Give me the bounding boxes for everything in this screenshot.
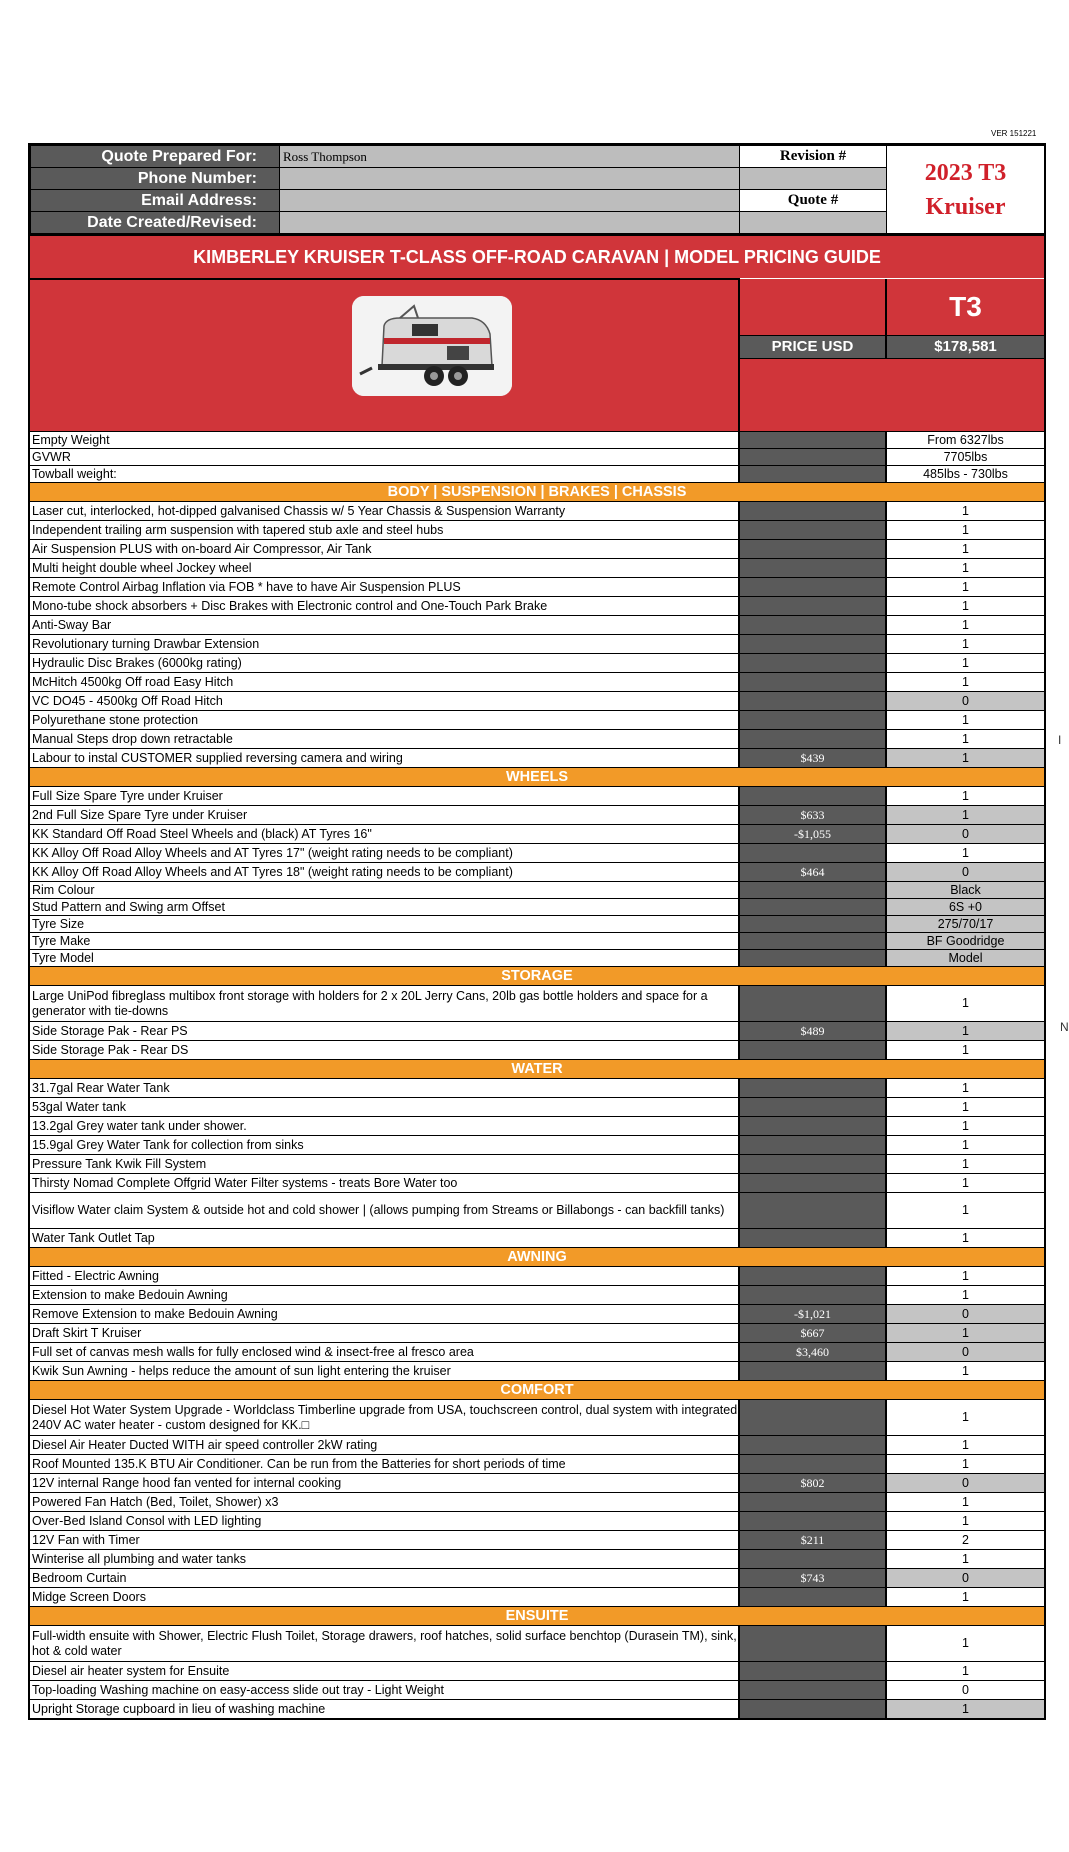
item-price [739,578,886,597]
table-row [30,1174,1044,1193]
table-row [30,1117,1044,1136]
item-price: $464 [739,863,886,882]
item-description: Large UniPod fibreglass multibox front storage with holders for 2 x 20L Jerry Cans, 20lb gas bottle holders and space for a generator with tie-downs [30,986,739,1022]
item-price: $439 [739,749,886,768]
table-row [30,882,1044,899]
table-row [30,1493,1044,1512]
item-description: Side Storage Pak - Rear DS [30,1041,739,1060]
section-row [30,1248,1044,1267]
qty-cell[interactable]: 1 [886,1455,1044,1474]
model-price-block [30,278,1044,431]
item-description: 31.7gal Rear Water Tank [30,1079,739,1098]
qty-cell[interactable]: 2 [886,1531,1044,1550]
table-row [30,749,1044,768]
spec-label: Towball weight: [30,466,739,483]
qty-cell[interactable]: 6S +0 [886,899,1044,916]
item-price [739,730,886,749]
item-description: Roof Mounted 135.K BTU Air Conditioner. Can be run from the Batteries for short periods of time [30,1455,739,1474]
spec-value: 485lbs - 730lbs [886,466,1044,483]
table-row [30,1626,1044,1662]
spec-price-cell [739,432,886,449]
date-field[interactable] [280,212,740,234]
blank-cell [739,279,886,336]
item-description: Full-width ensuite with Shower, Electric Flush Toilet, Storage drawers, roof hatches, solid surface benchtop (Durasein TM), sink, hot & cold water [30,1626,739,1662]
qty-cell[interactable]: 0 [886,863,1044,882]
item-description: Diesel Hot Water System Upgrade - Worldclass Timberline upgrade from USA, touchscreen control, dual system with integrated 240V AC water heater - custom designed for KK.□ [30,1400,739,1436]
item-description: Stud Pattern and Swing arm Offset [30,899,739,916]
table-row [30,825,1044,844]
phone-label: Phone Number: [31,168,280,190]
spec-label: GVWR [30,449,739,466]
item-price [739,844,886,863]
item-price [739,711,886,730]
table-row [30,1136,1044,1155]
model-title [887,146,1045,234]
section-row [30,768,1044,787]
table-row [30,1267,1044,1286]
price-spacer [739,358,1044,431]
item-description: KK Alloy Off Road Alloy Wheels and AT Tyres 17" (weight rating needs to be compliant) [30,844,739,863]
edge-mark: I [1058,733,1062,747]
item-description: Full set of canvas mesh walls for fully enclosed wind & insect-free al fresco area [30,1343,739,1362]
caravan-image-area [30,279,739,431]
table-row [30,1362,1044,1381]
table-row [30,899,1044,916]
item-description: Winterise all plumbing and water tanks [30,1550,739,1569]
item-description: Mono-tube shock absorbers + Disc Brakes with Electronic control and One-Touch Park Brake [30,597,739,616]
item-description: Laser cut, interlocked, hot-dipped galvanised Chassis w/ 5 Year Chassis & Suspension Warranty [30,502,739,521]
qty-cell[interactable]: 1 [886,540,1044,559]
item-price [739,673,886,692]
item-description: Powered Fan Hatch (Bed, Toilet, Shower) x3 [30,1493,739,1512]
item-description: Top-loading Washing machine on easy-access slide out tray - Light Weight [30,1681,739,1700]
items-table [30,431,1044,1718]
email-field[interactable] [280,190,740,212]
spec-row [30,432,1044,449]
qty-cell[interactable]: 1 [886,1117,1044,1136]
section-header-awning: AWNING [30,1248,1044,1267]
item-description: Fitted - Electric Awning [30,1267,739,1286]
item-description: Remote Control Airbag Inflation via FOB * have to have Air Suspension PLUS [30,578,739,597]
qty-cell[interactable]: 1 [886,1626,1044,1662]
item-description: Thirsty Nomad Complete Offgrid Water Filter systems - treats Bore Water too [30,1174,739,1193]
qty-cell[interactable]: 1 [886,597,1044,616]
item-price [739,1229,886,1248]
item-price [739,1436,886,1455]
caravan-illustration [352,296,512,396]
item-description: 15.9gal Grey Water Tank for collection from sinks [30,1136,739,1155]
edge-mark: N [1060,1020,1069,1034]
qty-cell[interactable]: 0 [886,692,1044,711]
qty-cell[interactable]: 1 [886,1079,1044,1098]
item-price [739,933,886,950]
banner-table [30,234,1044,278]
spec-price-cell [739,449,886,466]
item-description: Side Storage Pak - Rear PS [30,1022,739,1041]
item-description: 12V internal Range hood fan vented for internal cooking [30,1474,739,1493]
item-description: Manual Steps drop down retractable [30,730,739,749]
table-row [30,635,1044,654]
qty-cell[interactable]: 1 [886,730,1044,749]
item-price [739,1041,886,1060]
qty-cell[interactable]: 1 [886,1662,1044,1681]
section-row [30,483,1044,502]
item-price [739,1286,886,1305]
item-price [739,692,886,711]
qty-cell[interactable]: 0 [886,1569,1044,1588]
table-row [30,1569,1044,1588]
table-row [30,950,1044,967]
section-row [30,1381,1044,1400]
item-description: Diesel Air Heater Ducted WITH air speed controller 2kW rating [30,1436,739,1455]
qty-cell[interactable]: 0 [886,1474,1044,1493]
spec-value: From 6327lbs [886,432,1044,449]
qty-cell[interactable]: 1 [886,787,1044,806]
table-row [30,1400,1044,1436]
table-row [30,502,1044,521]
table-row [30,1700,1044,1719]
item-price [739,1400,886,1436]
price-value: $178,581 [886,336,1044,358]
table-row [30,916,1044,933]
qty-cell[interactable]: 1 [886,1436,1044,1455]
qty-cell[interactable]: 1 [886,616,1044,635]
item-description: Bedroom Curtain [30,1569,739,1588]
qty-cell[interactable]: 1 [886,986,1044,1022]
item-price [739,540,886,559]
table-row [30,1305,1044,1324]
qty-cell[interactable]: 0 [886,825,1044,844]
item-price [739,502,886,521]
item-price [739,1117,886,1136]
table-row [30,616,1044,635]
table-row [30,986,1044,1022]
table-row [30,844,1044,863]
table-row [30,1155,1044,1174]
table-row [30,559,1044,578]
qty-cell[interactable]: Black [886,882,1044,899]
table-row [30,597,1044,616]
item-price: $211 [739,1531,886,1550]
section-header-storage: STORAGE [30,967,1044,986]
qty-cell[interactable]: 1 [886,711,1044,730]
qty-cell[interactable]: 1 [886,673,1044,692]
item-price: $489 [739,1022,886,1041]
qty-cell[interactable]: 1 [886,635,1044,654]
spec-label: Empty Weight [30,432,739,449]
item-description: Upright Storage cupboard in lieu of washing machine [30,1700,739,1719]
item-description: Over-Bed Island Consol with LED lighting [30,1512,739,1531]
revision-label: Revision # [740,146,887,168]
qty-cell[interactable]: 1 [886,1550,1044,1569]
item-price [739,1700,886,1719]
item-price [739,1098,886,1117]
qty-cell[interactable]: 1 [886,1229,1044,1248]
item-description: Midge Screen Doors [30,1588,739,1607]
item-description: 2nd Full Size Spare Tyre under Kruiser [30,806,739,825]
item-price [739,597,886,616]
item-description: Tyre Size [30,916,739,933]
caravan-image [352,296,512,396]
item-description: Kwik Sun Awning - helps reduce the amount of sun light entering the kruiser [30,1362,739,1381]
table-row [30,1098,1044,1117]
item-price [739,521,886,540]
table-row [30,1286,1044,1305]
item-price: -$1,055 [739,825,886,844]
item-price [739,787,886,806]
qty-cell[interactable]: 1 [886,1588,1044,1607]
item-description: Rim Colour [30,882,739,899]
model-title-name: Kruiser [925,193,1006,220]
section-row [30,967,1044,986]
page-banner: KIMBERLEY KRUISER T-CLASS OFF-ROAD CARAVAN | MODEL PRICING GUIDE [30,235,1044,278]
section-header-ensuite: ENSUITE [30,1607,1044,1626]
item-price [739,1493,886,1512]
item-price [739,616,886,635]
item-description: VC DO45 - 4500kg Off Road Hitch [30,692,739,711]
qty-cell[interactable]: 1 [886,578,1044,597]
item-price [739,1512,886,1531]
section-row [30,1607,1044,1626]
item-description: Multi height double wheel Jockey wheel [30,559,739,578]
item-price [739,916,886,933]
spec-value: 7705lbs [886,449,1044,466]
qty-cell[interactable]: 1 [886,749,1044,768]
qty-cell[interactable]: 1 [886,654,1044,673]
item-price: $667 [739,1324,886,1343]
qty-cell[interactable]: 275/70/17 [886,916,1044,933]
table-row [30,692,1044,711]
item-description: Air Suspension PLUS with on-board Air Compressor, Air Tank [30,540,739,559]
item-description: Full Size Spare Tyre under Kruiser [30,787,739,806]
item-price [739,1626,886,1662]
item-description: Remove Extension to make Bedouin Awning [30,1305,739,1324]
table-row [30,1588,1044,1607]
model-code: T3 [886,279,1044,336]
qty-cell[interactable]: 1 [886,1400,1044,1436]
table-row [30,1436,1044,1455]
item-description: 13.2gal Grey water tank under shower. [30,1117,739,1136]
table-row [30,787,1044,806]
section-header-water: WATER [30,1060,1044,1079]
qty-cell[interactable]: 1 [886,502,1044,521]
qty-cell[interactable]: Model [886,950,1044,967]
qty-cell[interactable]: 1 [886,1174,1044,1193]
spec-row [30,466,1044,483]
table-row [30,863,1044,882]
table-row [30,730,1044,749]
item-description: 53gal Water tank [30,1098,739,1117]
qty-cell[interactable]: 1 [886,1022,1044,1041]
qty-cell[interactable]: 1 [886,1267,1044,1286]
qty-cell[interactable]: 1 [886,559,1044,578]
section-row [30,1060,1044,1079]
item-price [739,1267,886,1286]
item-price [739,1155,886,1174]
table-row [30,1512,1044,1531]
qty-cell[interactable]: 1 [886,1041,1044,1060]
item-description: Labour to instal CUSTOMER supplied reversing camera and wiring [30,749,739,768]
item-description: Anti-Sway Bar [30,616,739,635]
item-price [739,986,886,1022]
quote-for-label: Quote Prepared For: [31,146,280,168]
qty-cell[interactable]: 1 [886,844,1044,863]
date-label: Date Created/Revised: [31,212,280,234]
item-description: Pressure Tank Kwik Fill System [30,1155,739,1174]
item-price [739,1193,886,1229]
item-price [739,1455,886,1474]
item-price [739,882,886,899]
table-row [30,711,1044,730]
item-price [739,899,886,916]
section-header-comfort: COMFORT [30,1381,1044,1400]
qty-cell[interactable]: BF Goodridge [886,933,1044,950]
email-label: Email Address: [31,190,280,212]
table-row [30,1022,1044,1041]
item-price: $743 [739,1569,886,1588]
item-price [739,635,886,654]
item-price [739,1550,886,1569]
qty-cell[interactable]: 0 [886,1681,1044,1700]
table-row [30,1531,1044,1550]
table-row [30,578,1044,597]
table-row [30,1079,1044,1098]
table-row [30,1229,1044,1248]
qty-cell[interactable]: 1 [886,1136,1044,1155]
item-description: Diesel air heater system for Ensuite [30,1662,739,1681]
qty-cell[interactable]: 1 [886,1700,1044,1719]
qty-cell[interactable]: 0 [886,1305,1044,1324]
item-description: Polyurethane stone protection [30,711,739,730]
qty-cell[interactable]: 1 [886,1324,1044,1343]
quote-number-field[interactable] [740,212,887,234]
item-description: KK Alloy Off Road Alloy Wheels and AT Tyres 18" (weight rating needs to be compliant) [30,863,739,882]
table-row [30,673,1044,692]
item-description: Revolutionary turning Drawbar Extension [30,635,739,654]
table-row [30,1662,1044,1681]
spec-row [30,449,1044,466]
item-description: McHitch 4500kg Off road Easy Hitch [30,673,739,692]
qty-cell[interactable]: 1 [886,1512,1044,1531]
table-row [30,1324,1044,1343]
qty-cell[interactable]: 1 [886,1493,1044,1512]
revision-field[interactable] [740,168,887,190]
item-price [739,654,886,673]
item-price [739,1681,886,1700]
table-row [30,1455,1044,1474]
item-description: Visiflow Water claim System & outside hot and cold shower | (allows pumping from Streams or Billabongs - can backfill tanks) [30,1193,739,1229]
table-row [30,1474,1044,1493]
item-price [739,950,886,967]
qty-cell[interactable]: 1 [886,806,1044,825]
item-price [739,1136,886,1155]
item-description: KK Standard Off Road Steel Wheels and (black) AT Tyres 16" [30,825,739,844]
version-label: VER 151221 [991,129,1037,138]
item-price [739,1079,886,1098]
section-header-body: BODY | SUSPENSION | BRAKES | CHASSIS [30,483,1044,502]
table-row [30,1041,1044,1060]
table-row [30,1681,1044,1700]
item-price: $633 [739,806,886,825]
qty-cell[interactable]: 1 [886,1098,1044,1117]
item-price: $802 [739,1474,886,1493]
item-description: Independent trailing arm suspension with tapered stub axle and steel hubs [30,521,739,540]
phone-field[interactable] [280,168,740,190]
item-price: -$1,021 [739,1305,886,1324]
spec-price-cell [739,466,886,483]
item-price: $3,460 [739,1343,886,1362]
qty-cell[interactable]: 1 [886,1155,1044,1174]
item-description: 12V Fan with Timer [30,1531,739,1550]
table-row [30,1193,1044,1229]
table-row [30,654,1044,673]
item-description: Extension to make Bedouin Awning [30,1286,739,1305]
price-label: PRICE USD [739,336,886,358]
item-description: Hydraulic Disc Brakes (6000kg rating) [30,654,739,673]
qty-cell[interactable]: 1 [886,1362,1044,1381]
model-title-year: 2023 T3 [924,159,1007,186]
qty-cell[interactable]: 0 [886,1343,1044,1362]
quote-number-label: Quote # [740,190,887,212]
qty-cell[interactable]: 1 [886,1193,1044,1229]
item-price [739,559,886,578]
table-row [30,933,1044,950]
qty-cell[interactable]: 1 [886,1286,1044,1305]
item-price [739,1588,886,1607]
pricing-sheet [28,143,1046,1720]
item-price [739,1174,886,1193]
item-description: Draft Skirt T Kruiser [30,1324,739,1343]
table-row [30,540,1044,559]
table-row [30,806,1044,825]
item-description: Tyre Model [30,950,739,967]
quote-header [30,145,1045,234]
item-price [739,1662,886,1681]
quote-for-field[interactable]: Ross Thompson [280,146,740,168]
section-header-wheels: WHEELS [30,768,1044,787]
item-description: Tyre Make [30,933,739,950]
item-price [739,1362,886,1381]
qty-cell[interactable]: 1 [886,521,1044,540]
table-row [30,1550,1044,1569]
table-row [30,1343,1044,1362]
table-row [30,521,1044,540]
item-description: Water Tank Outlet Tap [30,1229,739,1248]
